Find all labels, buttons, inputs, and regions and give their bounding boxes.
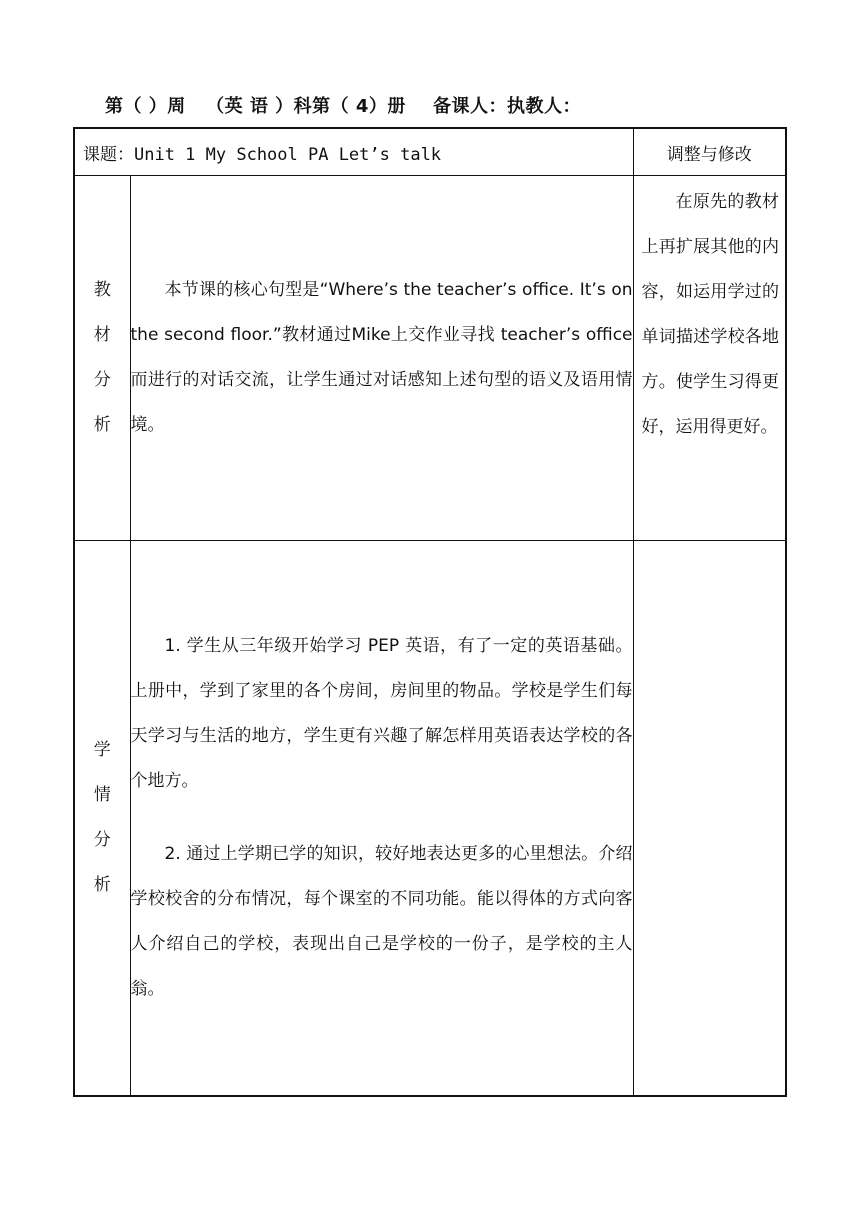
student-content [130, 541, 633, 1097]
page-header: 第（ ）周 （英 语 ）科第（ 4）册 备课人：执教人： [105, 96, 581, 117]
adjust-column-header: 调整与修改 [633, 128, 786, 176]
analysis-content [130, 176, 633, 541]
student-row [74, 541, 786, 1097]
student-note [633, 541, 786, 1097]
lesson-plan-table [73, 127, 787, 1097]
analysis-text: 本节课的核心句型是“Where’s the teacher’s office. It’s on the second floor.”教材通过Mike上交作业寻找 teacher’s office 而进行的对话交流，让学生通过对话感知上述句型的语义及语用情境。 [130, 280, 633, 435]
student-para-1: 1. 学生从三年级开始学习 PEP 英语，有了一定的英语基础。上册中，学到了家里的各个房间，房间里的物品。学校是学生们每天学习与生活的地方，学生更有兴趣了解怎样用英语表达学校的各个地方。 [130, 636, 633, 791]
student-label: 学 情 分 析 [74, 541, 130, 1097]
student-para-2: 2. 通过上学期已学的知识，较好地表达更多的心里想法。介绍学校校舍的分布情况，每个课室的不同功能。能以得体的方式向客人介绍自己的学校，表现出自己是学校的一份子，是学校的主人翁。 [130, 844, 633, 999]
title-row [74, 128, 786, 176]
analysis-row [74, 176, 786, 541]
analysis-label: 教 材 分 析 [74, 176, 130, 541]
lesson-title: 课题：Unit 1 My School PA Let’s talk [74, 128, 633, 176]
analysis-note: 在原先的教材上再扩展其他的内容，如运用学过的单词描述学校各地方。使学生习得更好，运用得更好。 [633, 176, 786, 541]
